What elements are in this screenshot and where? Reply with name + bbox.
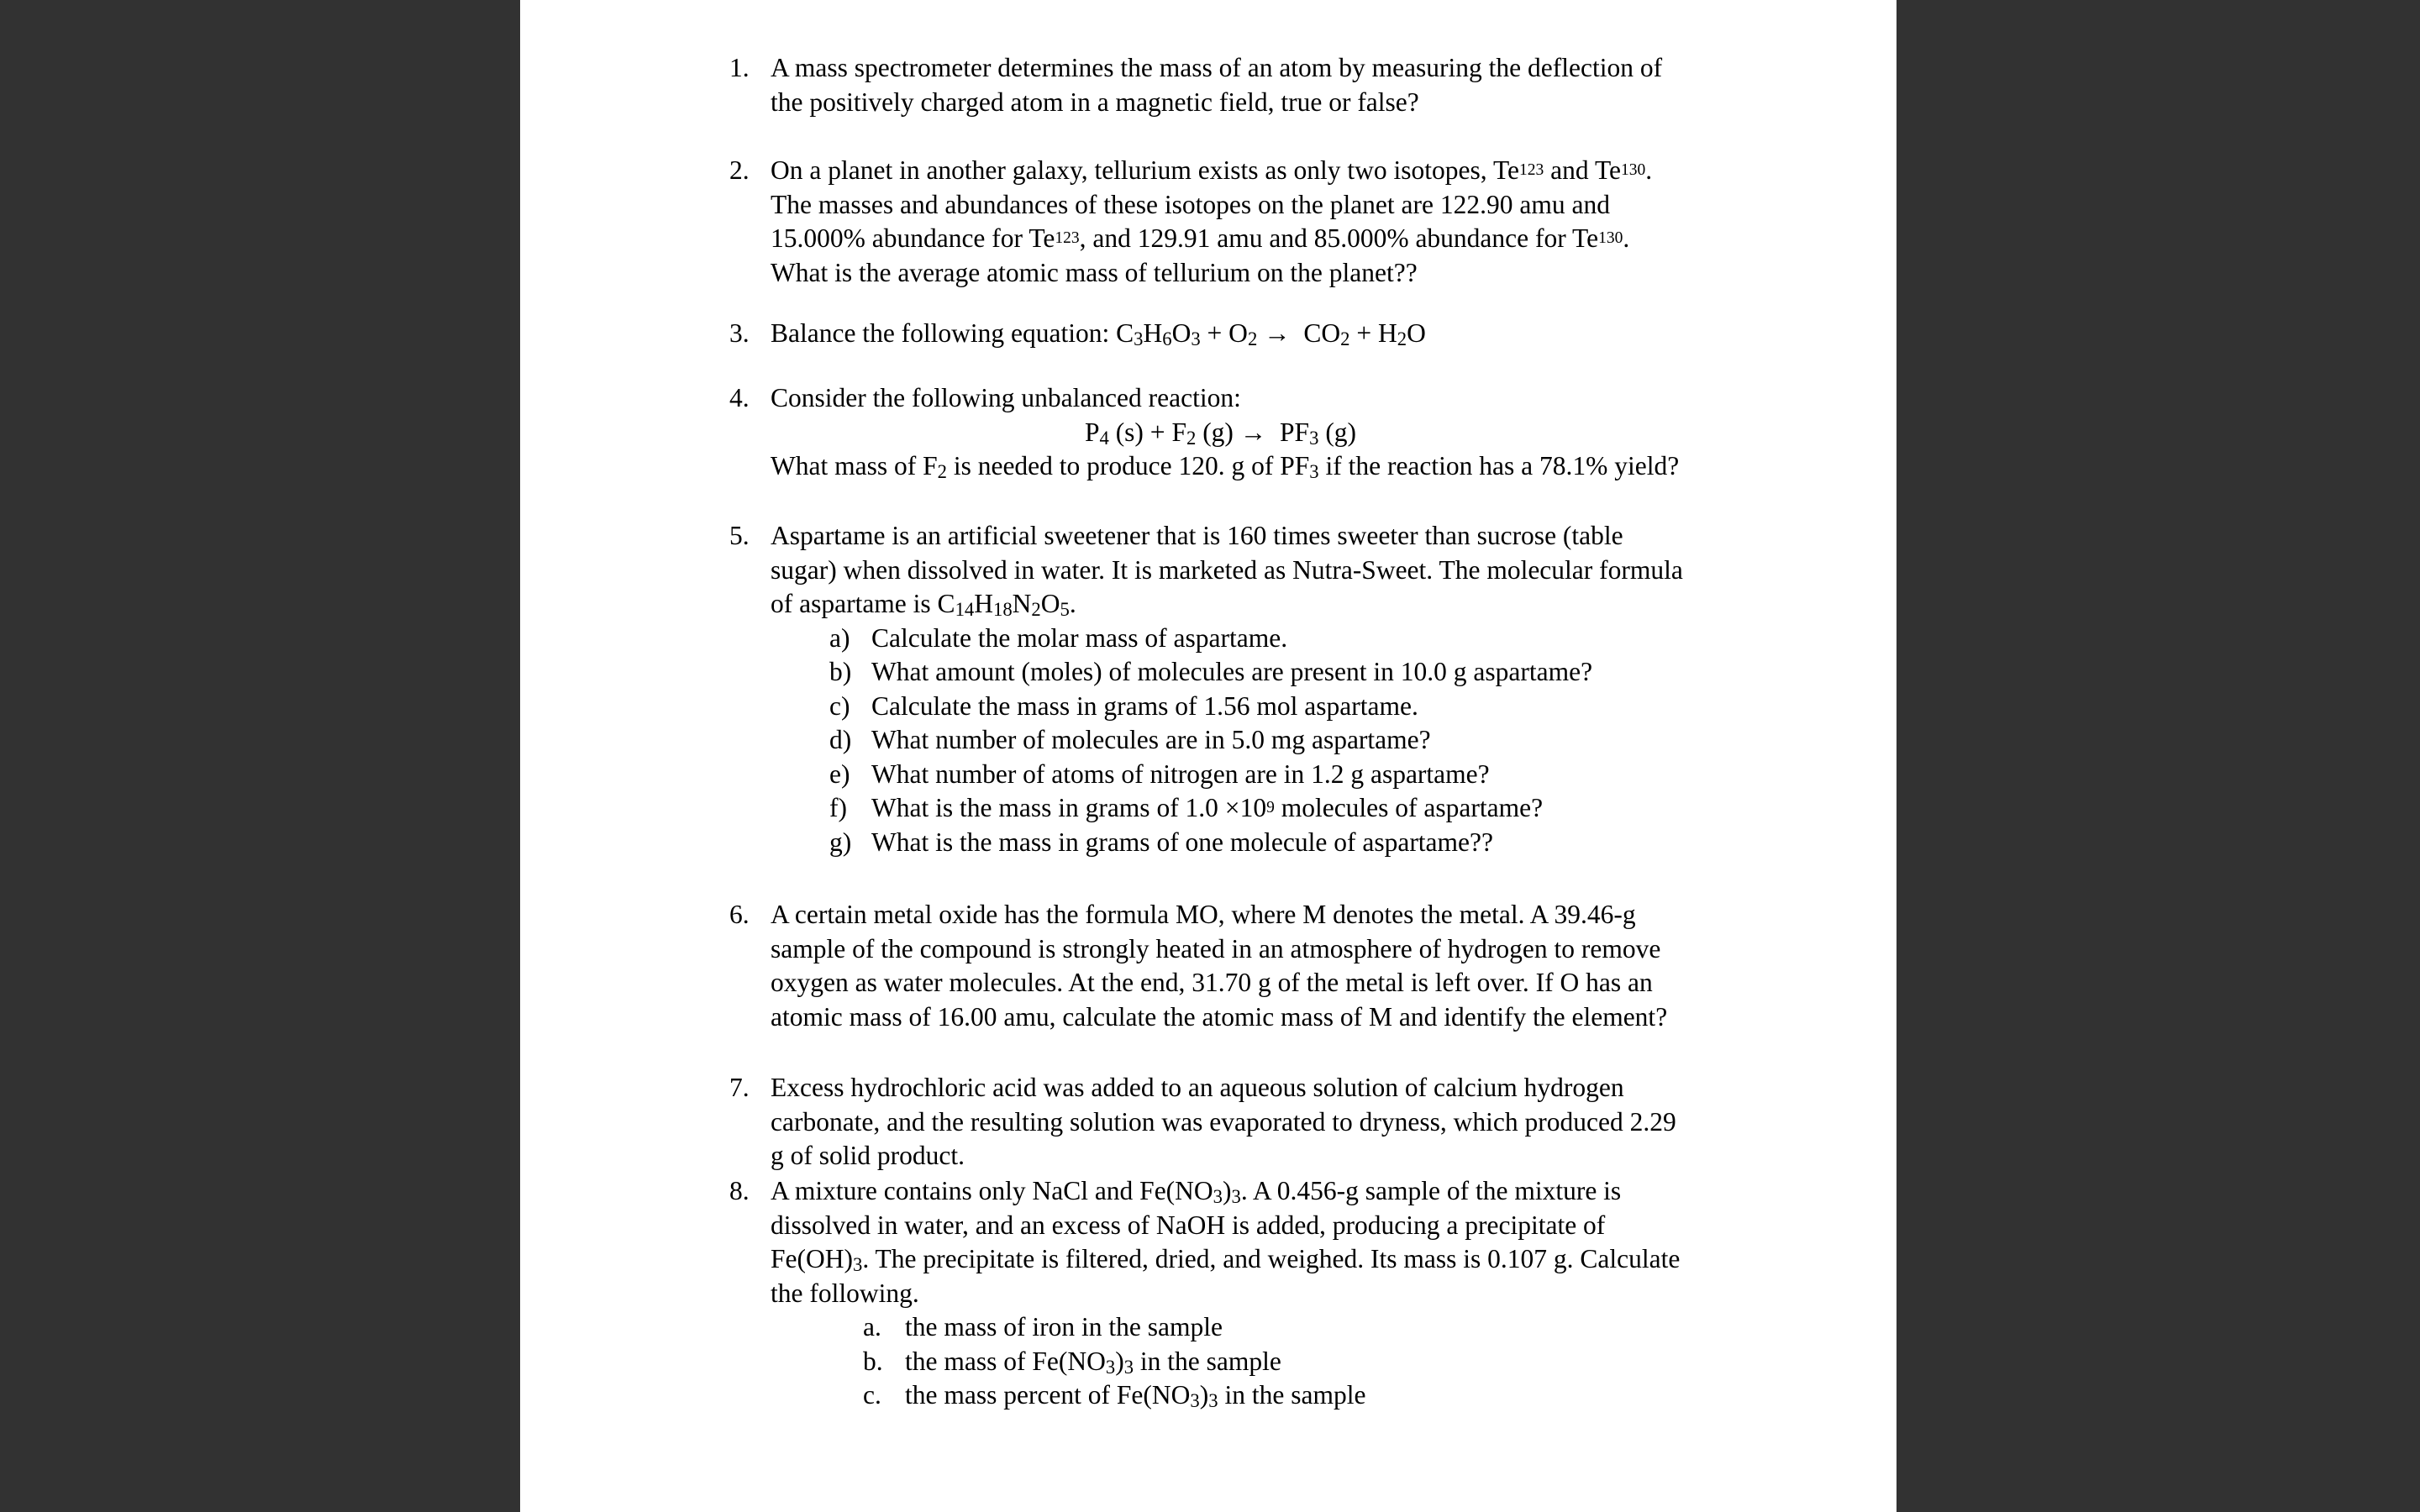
question-line: sugar) when dissolved in water. It is marketed as Nutra-Sweet. The molecular formula bbox=[771, 554, 1683, 585]
question-line: The masses and abundances of these isotopes on the planet are 122.90 amu and bbox=[771, 189, 1610, 219]
question-line: A mixture contains only NaCl and $Fe(NO_3)_3$. A 0.456-g sample of the mixture is bbox=[771, 1176, 1622, 1208]
question-line: What is the average atomic mass of tellurium on the planet?? bbox=[771, 257, 1418, 287]
question-line: $Fe(OH)_3$. The precipitate is filtered, dried, and weighed. Its mass is 0.107 g. Calculate bbox=[771, 1244, 1681, 1276]
question-8 bbox=[729, 1174, 1738, 1413]
list-item: e) What number of atoms of nitrogen are in 1.2 g aspartame? bbox=[829, 759, 1490, 789]
question-6 bbox=[729, 898, 1738, 1034]
document-page bbox=[520, 0, 1897, 1512]
question-line: Excess hydrochloric acid was added to an aqueous solution of calcium hydrogen bbox=[771, 1073, 1624, 1102]
question-number: 1. bbox=[729, 53, 750, 82]
question-2 bbox=[729, 154, 1738, 290]
list-item: a) Calculate the molar mass of aspartame. bbox=[829, 622, 1288, 653]
question-line: dissolved in water, and an excess of NaOH is added, producing a precipitate of bbox=[771, 1210, 1606, 1240]
list-item: c) Calculate the mass in grams of 1.56 mol aspartame. bbox=[829, 690, 1418, 721]
question-number: 7. bbox=[729, 1073, 750, 1102]
question-line: What mass of $F_2$ is needed to produce 120. g of $PF_3$ if the reaction has a 78.1% yield? bbox=[771, 451, 1680, 483]
chemical-equation: Balance the following equation: $C_3H_6O_3 + O_2 \to CO_2 + H_2O$ bbox=[771, 318, 1426, 350]
question-line: of aspartame is $C_{14}H_{18}N_2O_5$. bbox=[771, 589, 1076, 621]
question-number: 2. bbox=[729, 155, 750, 185]
question-line: the positively charged atom in a magnetic field, true or false? bbox=[771, 87, 1419, 117]
question-number: 5. bbox=[729, 521, 750, 550]
question-line: g of solid product. bbox=[771, 1141, 965, 1170]
list-item: c. the mass percent of $Fe(NO_3)_3$ in the sample bbox=[863, 1380, 1366, 1412]
question-line: carbonate, and the resulting solution was evaporated to dryness, which produced 2.29 bbox=[771, 1106, 1676, 1137]
list-item: d) What number of molecules are in 5.0 mg aspartame? bbox=[829, 725, 1431, 754]
list-item: g) What is the mass in grams of one molecule of aspartame?? bbox=[829, 827, 1493, 857]
list-item: b. the mass of $Fe(NO_3)_3$ in the sample bbox=[863, 1346, 1281, 1378]
question-line: On a planet in another galaxy, tellurium exists as only two isotopes, Te$^{123}$ and Te$^{130}$. bbox=[771, 155, 1653, 185]
list-item: f) What is the mass in grams of $1.0 \times 10^9$ molecules of aspartame? bbox=[829, 793, 1544, 822]
question-line: 15.000% abundance for Te$^{123}$, and 129.91 amu and 85.000% abundance for Te$^{130}$. bbox=[771, 223, 1630, 253]
question-line: atomic mass of 16.00 amu, calculate the atomic mass of M and identify the element? bbox=[771, 1001, 1668, 1032]
question-3 bbox=[729, 317, 1738, 351]
question-number: 6. bbox=[729, 900, 750, 929]
question-number: 4. bbox=[729, 383, 750, 412]
list-item: a. the mass of iron in the sample bbox=[863, 1312, 1223, 1341]
question-line: A certain metal oxide has the formula MO, where M denotes the metal. A 39.46-g bbox=[771, 900, 1636, 929]
question-line: sample of the compound is strongly heated in an atmosphere of hydrogen to remove bbox=[771, 933, 1661, 963]
question-7 bbox=[729, 1071, 1738, 1173]
question-line: Aspartame is an artificial sweetener that is 160 times sweeter than sucrose (table bbox=[771, 521, 1623, 550]
question-1 bbox=[729, 51, 1738, 119]
question-5 bbox=[729, 519, 1738, 859]
list-item: b) What amount (moles) of molecules are present in 10.0 g aspartame? bbox=[829, 657, 1593, 686]
question-4 bbox=[729, 381, 1738, 484]
chemical-equation: $P_4$ $(s) + F_2$ $(g) \to PF_3$ (g) bbox=[1084, 417, 1357, 449]
question-number: 8. bbox=[729, 1176, 750, 1205]
question-line: Consider the following unbalanced reaction: bbox=[771, 383, 1241, 412]
question-line: A mass spectrometer determines the mass of an atom by measuring the deflection of bbox=[771, 53, 1663, 82]
question-line: the following. bbox=[771, 1278, 919, 1308]
question-line: oxygen as water molecules. At the end, 31.70 g of the metal is left over. If O has an bbox=[771, 968, 1653, 997]
question-number: 3. bbox=[729, 318, 750, 348]
